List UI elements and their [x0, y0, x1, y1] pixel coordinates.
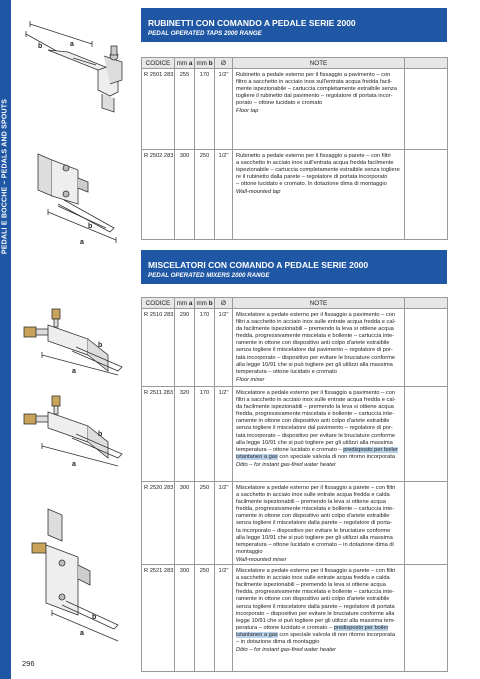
product-caption: Floor mixer	[236, 376, 265, 383]
floor-tap-illustration	[18, 10, 136, 115]
section-banner-mixers	[141, 250, 447, 284]
header-diameter: Ø	[215, 58, 233, 69]
table-row	[142, 69, 448, 150]
dim-b-value: 250	[195, 565, 215, 672]
highlighted-text: predisposto per boiler	[333, 624, 389, 631]
dim-a-value: 255	[175, 69, 195, 150]
dim-label-a: a	[80, 630, 84, 637]
product-code: R 2502 283	[142, 150, 175, 240]
header-blank	[405, 298, 448, 309]
diameter-value: 1/2"	[215, 69, 233, 150]
header-note: NOTE	[233, 298, 405, 309]
dim-a-value: 320	[175, 387, 195, 482]
product-note: Miscelatore a pedale esterno per il fissaggio a parete – con filtri a sacchetto in acciaio inox sulle entrate acqua fredda e calda facilmente ispezionabili – premendo la leva si ottiene acqua fredda, progressivamente miscelata e bollente – cartuccia inte- ramente in ottone con dispositivo anti colpo d'ariete estraibile senza togliere il miscelatore dalla parete – regolatore di porta- ta incorporato – dispositivo per evitare le bruciature conforme alla legge 10/91 che si può togliere per gli utilizzi alla massima temperatura – ottone lucidato e cromato – in dotazione dima di montaggio Wall-mounted mixer	[233, 482, 405, 565]
table-row	[142, 150, 448, 240]
section-title: RUBINETTI CON COMANDO A PEDALE SERIE 2000	[148, 18, 356, 28]
product-note: Miscelatore a pedale esterno per il fissaggio a parete – con filtri a sacchetto in acciaio inox sulle entrate acqua fredda e calda facilmente ispezionabili – premendo la leva si ottiene acqua fredda, progressivamente miscelata e bollente – cartuccia inte- ramente in ottone con dispositivo anti colpo d'ariete estraibile senza togliere il miscelatore dalla parete – regolatore di portata incorporato – dispositivo per evitare le bruciature conforme alla legge 10/91 che si può togliere per gli utilizzi alla massima tem- peratura – ottone lucidato e cromato – predisposto per boiler istantaneo a gas con speciale valvola di non ritorno incorporata – in dotazione dima di montaggio Ditto – for instant gas-fired water heater	[233, 565, 405, 672]
product-note: Rubinetto a pedale esterno per il fissaggio a pavimento – con filtro a sacchetto in acciaio inox sull'entrata acqua fredda facil- mente ispezionabile – cartuccia completamente estraibile senza togliere il rubinetto dal pavimento – regolatore di portata incor- porato – ottone lucidato e cromato Floor tap	[233, 69, 405, 150]
dim-a-value: 300	[175, 150, 195, 240]
header-note: NOTE	[233, 58, 405, 69]
product-code: R 2501 283	[142, 69, 175, 150]
dim-a-value: 290	[175, 309, 195, 387]
dim-label-b: b	[98, 431, 103, 438]
sidebar-band	[0, 0, 11, 679]
product-note: Rubinetto a pedale esterno per il fissaggio a parete – con filtri a sacchetto in acciaio inox sull'entrata acqua fredda facilmente ispezionabile – cartuccia completamente estraibile senza togliere re il rubinetto dalla parete – regolatore di portata incorporato – ottone lucidato e cromato. In dotazione dima di montaggio Wall-mounted tap	[233, 150, 405, 240]
dim-a-value: 300	[175, 482, 195, 565]
table-header-row	[142, 298, 448, 309]
section-subtitle: PEDAL OPERATED MIXERS 2000 RANGE	[148, 272, 270, 279]
product-note: Miscelatore a pedale esterno per il fissaggio a pavimento – con filtri a sacchetto in acciaio inox sulle entrate acqua fredda e cal- da facilmente ispezionabili – premendo la leva si ottiene acqua fredda, progressivamente miscelata e bollente – cartuccia inte- ramente in ottone con dispositivo anti colpo d'ariete estraibile senza togliere il miscelatore dal pavimento – regolatore di por- tata incorporato – dispositivo per evitare le bruciature conforme alla legge 10/91 che si può togliere per gli utilizzi alla massima temperatura – ottone lucidato e cromato – predisposto per boiler istantaneo a gas con speciale valvola di non ritorno incorporata Ditto – for instant gas-fired water heater	[233, 387, 405, 482]
diameter-value: 1/2"	[215, 565, 233, 672]
table-row	[142, 482, 448, 565]
product-caption: Floor tap	[236, 108, 259, 115]
header-diameter: Ø	[215, 298, 233, 309]
table-header-row	[142, 58, 448, 69]
product-caption: Wall-mounted tap	[236, 189, 281, 196]
wall-tap-illustration	[18, 148, 136, 248]
header-codice: CODICE	[142, 58, 175, 69]
section-banner-taps	[141, 8, 447, 42]
dim-label-a: a	[80, 239, 84, 246]
page-number: 296	[22, 659, 35, 668]
header-mm-a: mm a	[175, 298, 195, 309]
dim-label-a: a	[72, 368, 76, 375]
dim-b-value: 170	[195, 309, 215, 387]
dim-label-b: b	[38, 43, 43, 50]
section-subtitle: PEDAL OPERATED TAPS 2000 RANGE	[148, 30, 262, 37]
product-code: R 2521 283	[142, 565, 175, 672]
highlighted-text: istantaneo a gas	[236, 631, 278, 638]
diameter-value: 1/2"	[215, 150, 233, 240]
header-mm-a: mm a	[175, 58, 195, 69]
product-code: R 2520 283	[142, 482, 175, 565]
dim-label-a: a	[72, 461, 76, 468]
header-mm-b: mm b	[196, 59, 213, 67]
dim-label-b: b	[88, 223, 93, 230]
taps-spec-table	[141, 57, 448, 240]
dim-label-b: b	[98, 342, 103, 349]
floor-mixer-illustration	[18, 305, 136, 380]
product-note: Miscelatore a pedale esterno per il fissaggio a pavimento – con filtri a sacchetto in acciaio inox sulle entrate acqua fredda e cal- da facilmente ispezionabili – premendo la leva si ottiene acqua fredda, progressivamente miscelata e bollente – cartuccia inte- ramente in ottone con dispositivo anti colpo d'ariete estraibile senza togliere il miscelatore dal pavimento – regolatore di por- tata incorporato – dispositivo per evitare le bruciature conforme alla legge 10/91 che si può togliere per gli utilizzi alla massima temperatura – ottone lucidato e cromato Floor mixer	[233, 309, 405, 387]
dim-b-value: 250	[195, 482, 215, 565]
header-blank	[405, 58, 448, 69]
mixers-spec-table	[141, 297, 448, 672]
dim-label-a: a	[70, 41, 74, 48]
floor-mixer-boiler-illustration	[18, 392, 136, 472]
wall-mixer-illustration	[18, 505, 136, 645]
product-caption: Ditto – for instant gas-fired water heater	[236, 647, 336, 654]
header-mm-b: mm b	[196, 299, 213, 307]
product-code: R 2511 283	[142, 387, 175, 482]
header-codice: CODICE	[142, 298, 175, 309]
product-caption: Ditto – for instant gas-fired water heater	[236, 461, 336, 468]
highlighted-text: istantaneo a gas	[236, 453, 278, 460]
table-row	[142, 387, 448, 482]
table-row	[142, 309, 448, 387]
diameter-value: 1/2"	[215, 387, 233, 482]
highlighted-text: predisposto per boiler	[343, 446, 398, 453]
product-caption: Wall-mounted mixer	[236, 556, 287, 563]
dim-b-value: 170	[195, 387, 215, 482]
section-title: MISCELATORI CON COMANDO A PEDALE SERIE 2000	[148, 260, 369, 270]
dim-label-b: b	[92, 614, 97, 621]
sidebar-section-label: PEDALI E BOCCHE – PEDALS AND SPOUTS	[1, 98, 9, 255]
diameter-value: 1/2"	[215, 309, 233, 387]
dim-a-value: 300	[175, 565, 195, 672]
dim-b-value: 250	[195, 150, 215, 240]
dim-b-value: 170	[195, 69, 215, 150]
diameter-value: 1/2"	[215, 482, 233, 565]
table-row	[142, 565, 448, 672]
product-code: R 2510 283	[142, 309, 175, 387]
